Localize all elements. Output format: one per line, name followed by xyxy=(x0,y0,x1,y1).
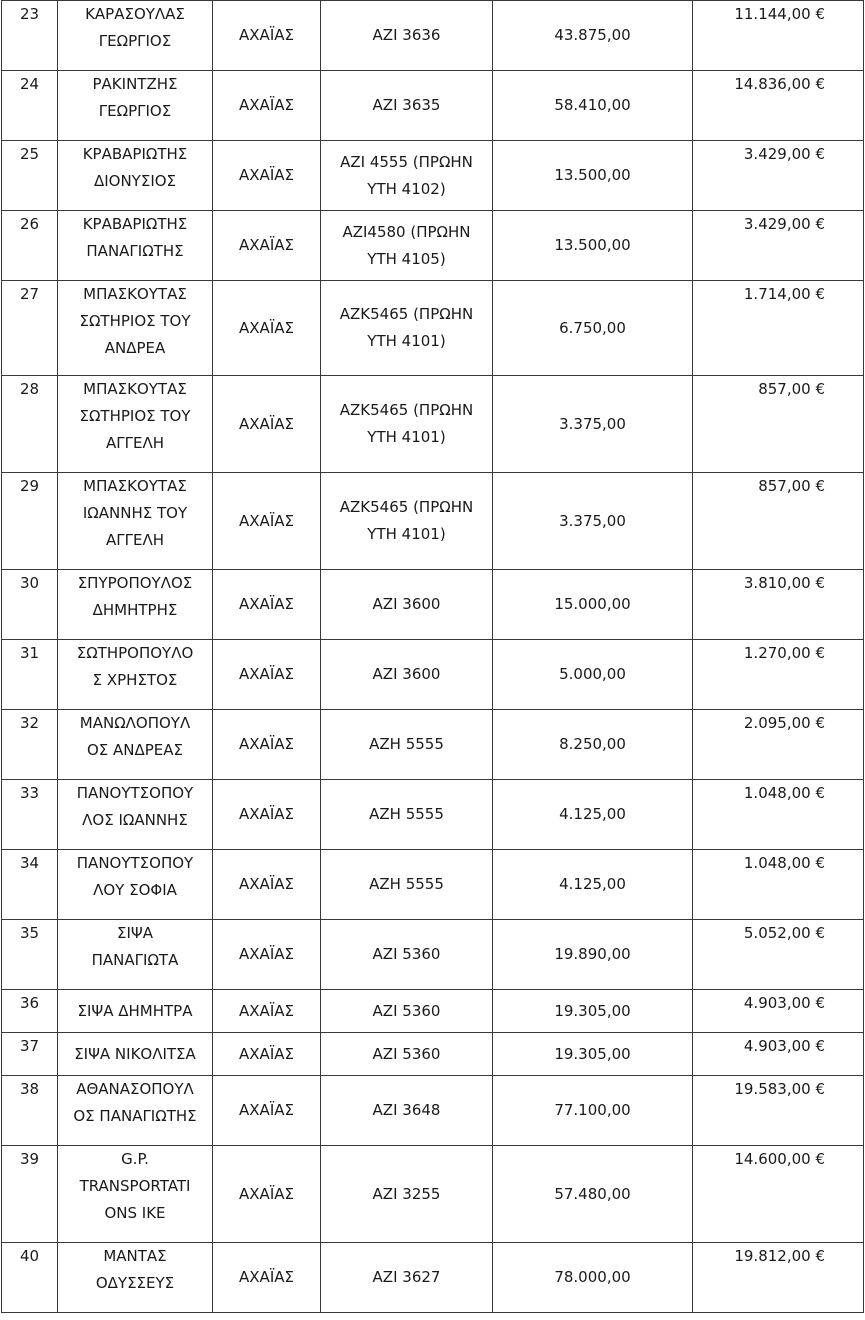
region: ΑΧΑΪΑΣ xyxy=(213,640,321,710)
vehicle-plate xyxy=(321,850,493,920)
owner-name-line: ΑΓΓΕΛΗ xyxy=(106,531,164,549)
row-number: 32 xyxy=(2,710,58,780)
vehicle-plate xyxy=(321,1076,493,1146)
capacity-value: 15.000,00 xyxy=(493,570,693,640)
row-number: 29 xyxy=(2,473,58,570)
capacity-value: 3.375,00 xyxy=(493,376,693,473)
capacity-value: 43.875,00 xyxy=(493,1,693,71)
vehicle-plate xyxy=(321,920,493,990)
capacity-value: 8.250,00 xyxy=(493,710,693,780)
vehicle-plate xyxy=(321,1243,493,1313)
owner-name-line: ΛΟΥ ΣΟΦΙΑ xyxy=(93,881,177,899)
amount-euro: 1.270,00 € xyxy=(693,640,864,710)
beneficiaries-table xyxy=(1,0,864,1313)
owner-name-line: ΠΑΝΟΥΤΣΟΠΟΥ xyxy=(76,854,194,872)
table-row xyxy=(2,71,864,141)
owner-name-line: ΚΡΑΒΑΡΙΩΤΗΣ xyxy=(82,215,188,233)
owner-name xyxy=(58,990,213,1033)
owner-name xyxy=(58,570,213,640)
vehicle-plate-line: ΑΖΚ5465 (ΠΡΩΗΝ xyxy=(339,305,474,323)
owner-name xyxy=(58,1,213,71)
owner-name xyxy=(58,473,213,570)
table-row xyxy=(2,990,864,1033)
capacity-value: 78.000,00 xyxy=(493,1243,693,1313)
vehicle-plate-line: ΑΖΚ5465 (ΠΡΩΗΝ xyxy=(339,498,474,516)
table-row xyxy=(2,1076,864,1146)
owner-name-line: ΠΑΝΑΓΙΩΤΑ xyxy=(91,951,179,969)
region: ΑΧΑΪΑΣ xyxy=(213,1146,321,1243)
table-row xyxy=(2,211,864,281)
owner-name-line: ΟΣ ΑΝΔΡΕΑΣ xyxy=(86,741,184,759)
region: ΑΧΑΪΑΣ xyxy=(213,281,321,376)
table-row xyxy=(2,570,864,640)
row-number: 33 xyxy=(2,780,58,850)
vehicle-plate-line: ΑΖΙ 3648 xyxy=(372,1101,441,1119)
region: ΑΧΑΪΑΣ xyxy=(213,1243,321,1313)
amount-euro: 3.429,00 € xyxy=(693,211,864,281)
capacity-value: 5.000,00 xyxy=(493,640,693,710)
capacity-value: 6.750,00 xyxy=(493,281,693,376)
row-number: 28 xyxy=(2,376,58,473)
vehicle-plate-line: ΑΖΗ 5555 xyxy=(369,735,444,753)
owner-name xyxy=(58,71,213,141)
owner-name xyxy=(58,1033,213,1076)
owner-name-line: ΠΑΝΑΓΙΩΤΗΣ xyxy=(86,242,184,260)
owner-name-line: ΚΑΡΑΣΟΥΛΑΣ xyxy=(85,5,185,23)
owner-name-line: ΛΟΣ ΙΩΑΝΝΗΣ xyxy=(82,811,188,829)
owner-name-line: ΟΔΥΣΣΕΥΣ xyxy=(95,1274,175,1292)
owner-name-line: ΟΣ ΠΑΝΑΓΙΩΤΗΣ xyxy=(73,1107,197,1125)
table-row xyxy=(2,376,864,473)
region: ΑΧΑΪΑΣ xyxy=(213,473,321,570)
amount-euro: 4.903,00 € xyxy=(693,990,864,1033)
row-number: 24 xyxy=(2,71,58,141)
region: ΑΧΑΪΑΣ xyxy=(213,1033,321,1076)
amount-euro: 5.052,00 € xyxy=(693,920,864,990)
row-number: 35 xyxy=(2,920,58,990)
owner-name-line: ΑΘΑΝΑΣΟΠΟΥΛ xyxy=(76,1080,194,1098)
region: ΑΧΑΪΑΣ xyxy=(213,990,321,1033)
owner-name xyxy=(58,640,213,710)
table-row xyxy=(2,141,864,211)
table-row xyxy=(2,1,864,71)
vehicle-plate xyxy=(321,1146,493,1243)
vehicle-plate xyxy=(321,640,493,710)
table-row xyxy=(2,1033,864,1076)
region: ΑΧΑΪΑΣ xyxy=(213,1076,321,1146)
owner-name-line: ΣΩΤΗΡΟΠΟΥΛΟ xyxy=(76,644,194,662)
owner-name xyxy=(58,141,213,211)
vehicle-plate xyxy=(321,211,493,281)
table-row xyxy=(2,640,864,710)
owner-name-line: ΣΩΤΗΡΙΟΣ ΤΟΥ xyxy=(79,312,191,330)
row-number: 25 xyxy=(2,141,58,211)
vehicle-plate-line: ΑΖΙ 3635 xyxy=(372,96,441,114)
owner-name-line: ΣΙΨΑ xyxy=(117,924,153,942)
vehicle-plate-line: ΑΖΙ 3636 xyxy=(372,26,441,44)
owner-name xyxy=(58,1076,213,1146)
vehicle-plate-line: ΥΤΗ 4101) xyxy=(367,428,446,446)
row-number: 27 xyxy=(2,281,58,376)
capacity-value: 19.305,00 xyxy=(493,1033,693,1076)
amount-euro: 11.144,00 € xyxy=(693,1,864,71)
row-number: 26 xyxy=(2,211,58,281)
vehicle-plate xyxy=(321,1,493,71)
vehicle-plate-line: ΑΖΙ 5360 xyxy=(372,945,441,963)
capacity-value: 3.375,00 xyxy=(493,473,693,570)
vehicle-plate-line: ΑΖΙ 3600 xyxy=(372,665,441,683)
amount-euro: 1.714,00 € xyxy=(693,281,864,376)
amount-euro: 14.600,00 € xyxy=(693,1146,864,1243)
vehicle-plate-line: ΑΖΙ 4555 (ΠΡΩΗΝ xyxy=(340,152,473,171)
owner-name xyxy=(58,211,213,281)
capacity-value: 13.500,00 xyxy=(493,211,693,281)
amount-euro: 3.810,00 € xyxy=(693,570,864,640)
owner-name-line: ΔΙΟΝΥΣΙΟΣ xyxy=(93,172,177,190)
owner-name-line: ΑΝΔΡΕΑ xyxy=(104,339,166,357)
vehicle-plate xyxy=(321,281,493,376)
owner-name-line: ΜΠΑΣΚΟΥΤΑΣ xyxy=(83,477,187,495)
capacity-value: 19.305,00 xyxy=(493,990,693,1033)
owner-name xyxy=(58,710,213,780)
vehicle-plate-line: ΑΖΙ4580 (ΠΡΩΗΝ xyxy=(342,222,471,241)
owner-name-line: ΜΑΝΤΑΣ xyxy=(103,1247,167,1265)
capacity-value: 58.410,00 xyxy=(493,71,693,141)
amount-euro: 3.429,00 € xyxy=(693,141,864,211)
owner-name xyxy=(58,1146,213,1243)
vehicle-plate xyxy=(321,141,493,211)
vehicle-plate-line: ΑΖΚ5465 (ΠΡΩΗΝ xyxy=(339,401,474,419)
vehicle-plate xyxy=(321,570,493,640)
owner-name xyxy=(58,376,213,473)
owner-name-line: TRANSPORTATI xyxy=(79,1177,191,1195)
capacity-value: 19.890,00 xyxy=(493,920,693,990)
amount-euro: 14.836,00 € xyxy=(693,71,864,141)
amount-euro: 4.903,00 € xyxy=(693,1033,864,1076)
capacity-value: 4.125,00 xyxy=(493,850,693,920)
table-row xyxy=(2,920,864,990)
vehicle-plate-line: ΑΖΙ 5360 xyxy=(372,1001,441,1020)
owner-name xyxy=(58,850,213,920)
row-number: 40 xyxy=(2,1243,58,1313)
amount-euro: 19.583,00 € xyxy=(693,1076,864,1146)
owner-name-line: ΣΠΥΡΟΠΟΥΛΟΣ xyxy=(77,574,193,592)
region: ΑΧΑΪΑΣ xyxy=(213,780,321,850)
vehicle-plate-line: ΥΤΗ 4105) xyxy=(367,249,446,268)
region: ΑΧΑΪΑΣ xyxy=(213,570,321,640)
amount-euro: 857,00 € xyxy=(693,376,864,473)
owner-name xyxy=(58,920,213,990)
owner-name-line: ΜΠΑΣΚΟΥΤΑΣ xyxy=(83,285,187,303)
region: ΑΧΑΪΑΣ xyxy=(213,141,321,211)
vehicle-plate xyxy=(321,780,493,850)
owner-name-line: ΓΕΩΡΓΙΟΣ xyxy=(98,32,172,50)
owner-name-line: ΜΠΑΣΚΟΥΤΑΣ xyxy=(83,380,187,398)
region: ΑΧΑΪΑΣ xyxy=(213,850,321,920)
region: ΑΧΑΪΑΣ xyxy=(213,710,321,780)
region: ΑΧΑΪΑΣ xyxy=(213,71,321,141)
owner-name-line: ΔΗΜΗΤΡΗΣ xyxy=(92,601,178,619)
owner-name-line: ONS IKE xyxy=(104,1204,166,1222)
owner-name xyxy=(58,281,213,376)
capacity-value: 13.500,00 xyxy=(493,141,693,211)
vehicle-plate-line: ΥΤΗ 4101) xyxy=(367,332,446,350)
row-number: 31 xyxy=(2,640,58,710)
vehicle-plate-line: ΥΤΗ 4102) xyxy=(367,179,446,198)
vehicle-plate xyxy=(321,71,493,141)
vehicle-plate-line: ΥΤΗ 4101) xyxy=(367,525,446,543)
vehicle-plate xyxy=(321,1033,493,1076)
table-row xyxy=(2,1243,864,1313)
owner-name xyxy=(58,1243,213,1313)
vehicle-plate xyxy=(321,376,493,473)
amount-euro: 857,00 € xyxy=(693,473,864,570)
row-number: 34 xyxy=(2,850,58,920)
capacity-value: 57.480,00 xyxy=(493,1146,693,1243)
table-row xyxy=(2,780,864,850)
vehicle-plate xyxy=(321,473,493,570)
table-row xyxy=(2,710,864,780)
table-body xyxy=(2,1,864,1313)
table-row xyxy=(2,473,864,570)
vehicle-plate-line: ΑΖΙ 5360 xyxy=(372,1044,441,1063)
amount-euro: 19.812,00 € xyxy=(693,1243,864,1313)
region: ΑΧΑΪΑΣ xyxy=(213,211,321,281)
owner-name-line: Σ ΧΡΗΣΤΟΣ xyxy=(92,671,178,689)
vehicle-plate xyxy=(321,990,493,1033)
table-row xyxy=(2,850,864,920)
row-number: 39 xyxy=(2,1146,58,1243)
row-number: 38 xyxy=(2,1076,58,1146)
amount-euro: 2.095,00 € xyxy=(693,710,864,780)
vehicle-plate-line: ΑΖΙ 3600 xyxy=(372,595,441,613)
owner-name-line: ΚΡΑΒΑΡΙΩΤΗΣ xyxy=(82,145,188,163)
owner-name-line: ΜΑΝΩΛΟΠΟΥΛ xyxy=(79,714,191,732)
owner-name-line: ΣΙΨΑ ΔΗΜΗΤΡΑ xyxy=(77,1001,193,1020)
owner-name-line: ΣΩΤΗΡΙΟΣ ΤΟΥ xyxy=(79,407,191,425)
owner-name-line: ΣΙΨΑ ΝΙΚΟΛΙΤΣΑ xyxy=(74,1044,196,1063)
owner-name-line: G.P. xyxy=(121,1150,149,1168)
capacity-value: 77.100,00 xyxy=(493,1076,693,1146)
table-row xyxy=(2,1146,864,1243)
owner-name xyxy=(58,780,213,850)
region: ΑΧΑΪΑΣ xyxy=(213,1,321,71)
owner-name-line: ΡΑΚΙΝΤΖΗΣ xyxy=(92,75,178,93)
owner-name-line: ΓΕΩΡΓΙΟΣ xyxy=(98,102,172,120)
row-number: 23 xyxy=(2,1,58,71)
vehicle-plate xyxy=(321,710,493,780)
row-number: 37 xyxy=(2,1033,58,1076)
region: ΑΧΑΪΑΣ xyxy=(213,376,321,473)
table-row xyxy=(2,281,864,376)
capacity-value: 4.125,00 xyxy=(493,780,693,850)
vehicle-plate-line: ΑΖΙ 3627 xyxy=(372,1268,441,1286)
vehicle-plate-line: ΑΖΙ 3255 xyxy=(372,1184,441,1203)
vehicle-plate-line: ΑΖΗ 5555 xyxy=(369,805,444,823)
row-number: 36 xyxy=(2,990,58,1033)
amount-euro: 1.048,00 € xyxy=(693,850,864,920)
owner-name-line: ΠΑΝΟΥΤΣΟΠΟΥ xyxy=(76,784,194,802)
owner-name-line: ΙΩΑΝΝΗΣ ΤΟΥ xyxy=(82,504,188,522)
vehicle-plate-line: ΑΖΗ 5555 xyxy=(369,875,444,893)
owner-name-line: ΑΓΓΕΛΗ xyxy=(106,434,164,452)
amount-euro: 1.048,00 € xyxy=(693,780,864,850)
region: ΑΧΑΪΑΣ xyxy=(213,920,321,990)
row-number: 30 xyxy=(2,570,58,640)
